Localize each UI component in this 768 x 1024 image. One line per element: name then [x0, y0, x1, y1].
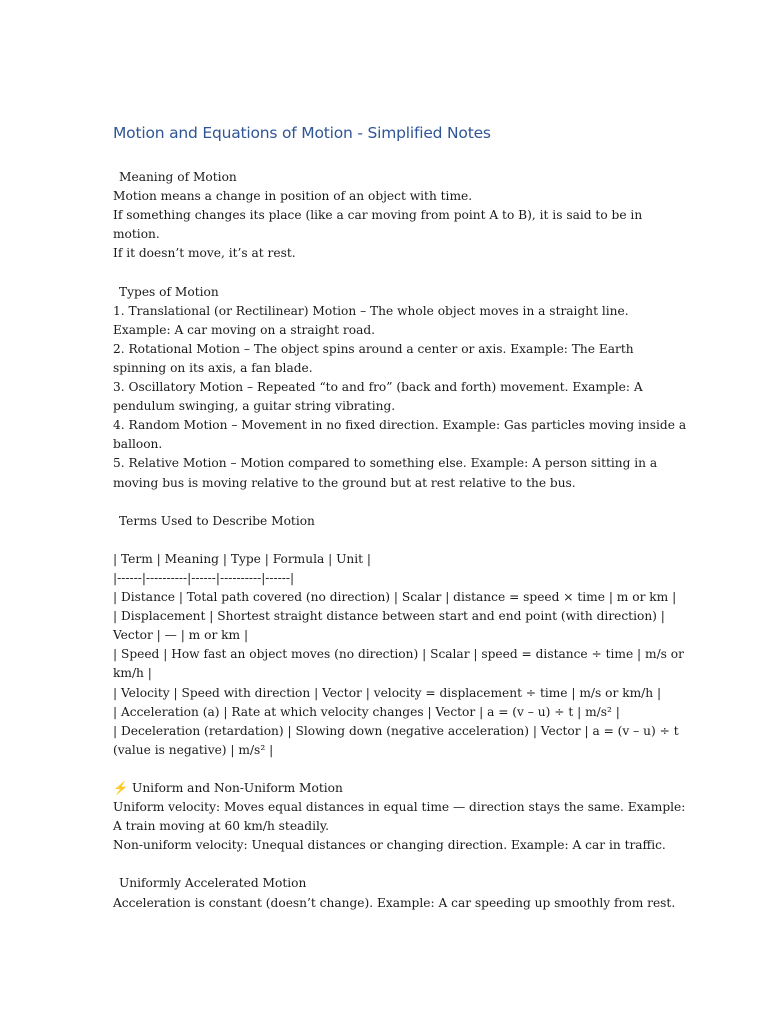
blank-line [113, 855, 673, 874]
blank-line [113, 531, 673, 550]
text-line: A train moving at 60 km/h steadily. [113, 819, 330, 834]
blank-line [113, 760, 673, 779]
section-heading-uniform-motion: ⚡ Uniform and Non-Uniform Motion [113, 781, 343, 795]
table-text-line: |------|----------|------|----------|------| [113, 570, 295, 585]
text-line: spinning on its axis, a fan blade. [113, 360, 313, 375]
table-text-line: Vector | — | m or km | [113, 628, 249, 643]
text-line: Motion means a change in position of an object with time. [113, 189, 473, 204]
text-line: 5. Relative Motion – Motion compared to something else. Example: A person sitting in a [113, 456, 658, 471]
text-line: If something changes its place (like a car moving from point A to B), it is said to be in [113, 208, 643, 223]
table-text-line: | Displacement | Shortest straight distance between start and end point (with direction) | [113, 609, 665, 624]
table-text-line: | Speed | How fast an object moves (no direction) | Scalar | speed = distance ÷ time | m/s or [113, 647, 684, 662]
text-line: 4. Random Motion – Movement in no fixed direction. Example: Gas particles moving inside a [113, 418, 687, 433]
text-line: Uniform velocity: Moves equal distances in equal time — direction stays the same. Example: [113, 800, 686, 815]
document-body [113, 168, 687, 913]
document-title: Motion and Equations of Motion - Simplified Notes [113, 124, 491, 142]
table-text-line: km/h | [113, 666, 152, 681]
table-text-line: | Distance | Total path covered (no direction) | Scalar | distance = speed × time | m or km | [113, 590, 677, 605]
section-heading-terms: Terms Used to Describe Motion [119, 513, 315, 528]
text-line: 2. Rotational Motion – The object spins around a center or axis. Example: The Earth [113, 341, 634, 356]
blank-line [113, 493, 673, 512]
text-line: Acceleration is constant (doesn’t change). Example: A car speeding up smoothly from rest. [113, 895, 676, 910]
section-heading-meaning-of-motion: Meaning of Motion [119, 170, 237, 184]
table-text-line: | Acceleration (a) | Rate at which velocity changes | Vector | a = (v – u) ÷ t | m/s² | [113, 704, 620, 719]
blank-line [113, 263, 673, 282]
table-text-line: (value is negative) | m/s² | [113, 742, 274, 757]
text-line: moving bus is moving relative to the ground but at rest relative to the bus. [113, 475, 576, 490]
table-text-line: | Deceleration (retardation) | Slowing down (negative acceleration) | Vector | a = (v – u) ÷ t [113, 723, 679, 738]
text-line: balloon. [113, 437, 163, 452]
section-heading-types-of-motion: Types of Motion [119, 284, 219, 299]
text-line: motion. [113, 227, 160, 242]
text-line: If it doesn’t move, it’s at rest. [113, 246, 296, 261]
table-text-line: | Velocity | Speed with direction | Vector | velocity = displacement ÷ time | m/s or km/h | [113, 685, 662, 700]
table-text-line: | Term | Meaning | Type | Formula | Unit | [113, 551, 371, 566]
text-line: Example: A car moving on a straight road. [113, 322, 376, 337]
section-heading-uniformly-accelerated: Uniformly Accelerated Motion [119, 876, 307, 891]
text-line: 1. Translational (or Rectilinear) Motion – The whole object moves in a straight line. [113, 303, 629, 318]
text-line: 3. Oscillatory Motion – Repeated “to and fro” (back and forth) movement. Example: A [113, 380, 643, 395]
text-line: Non-uniform velocity: Unequal distances or changing direction. Example: A car in traffic. [113, 838, 666, 853]
text-line: pendulum swinging, a guitar string vibrating. [113, 399, 396, 414]
